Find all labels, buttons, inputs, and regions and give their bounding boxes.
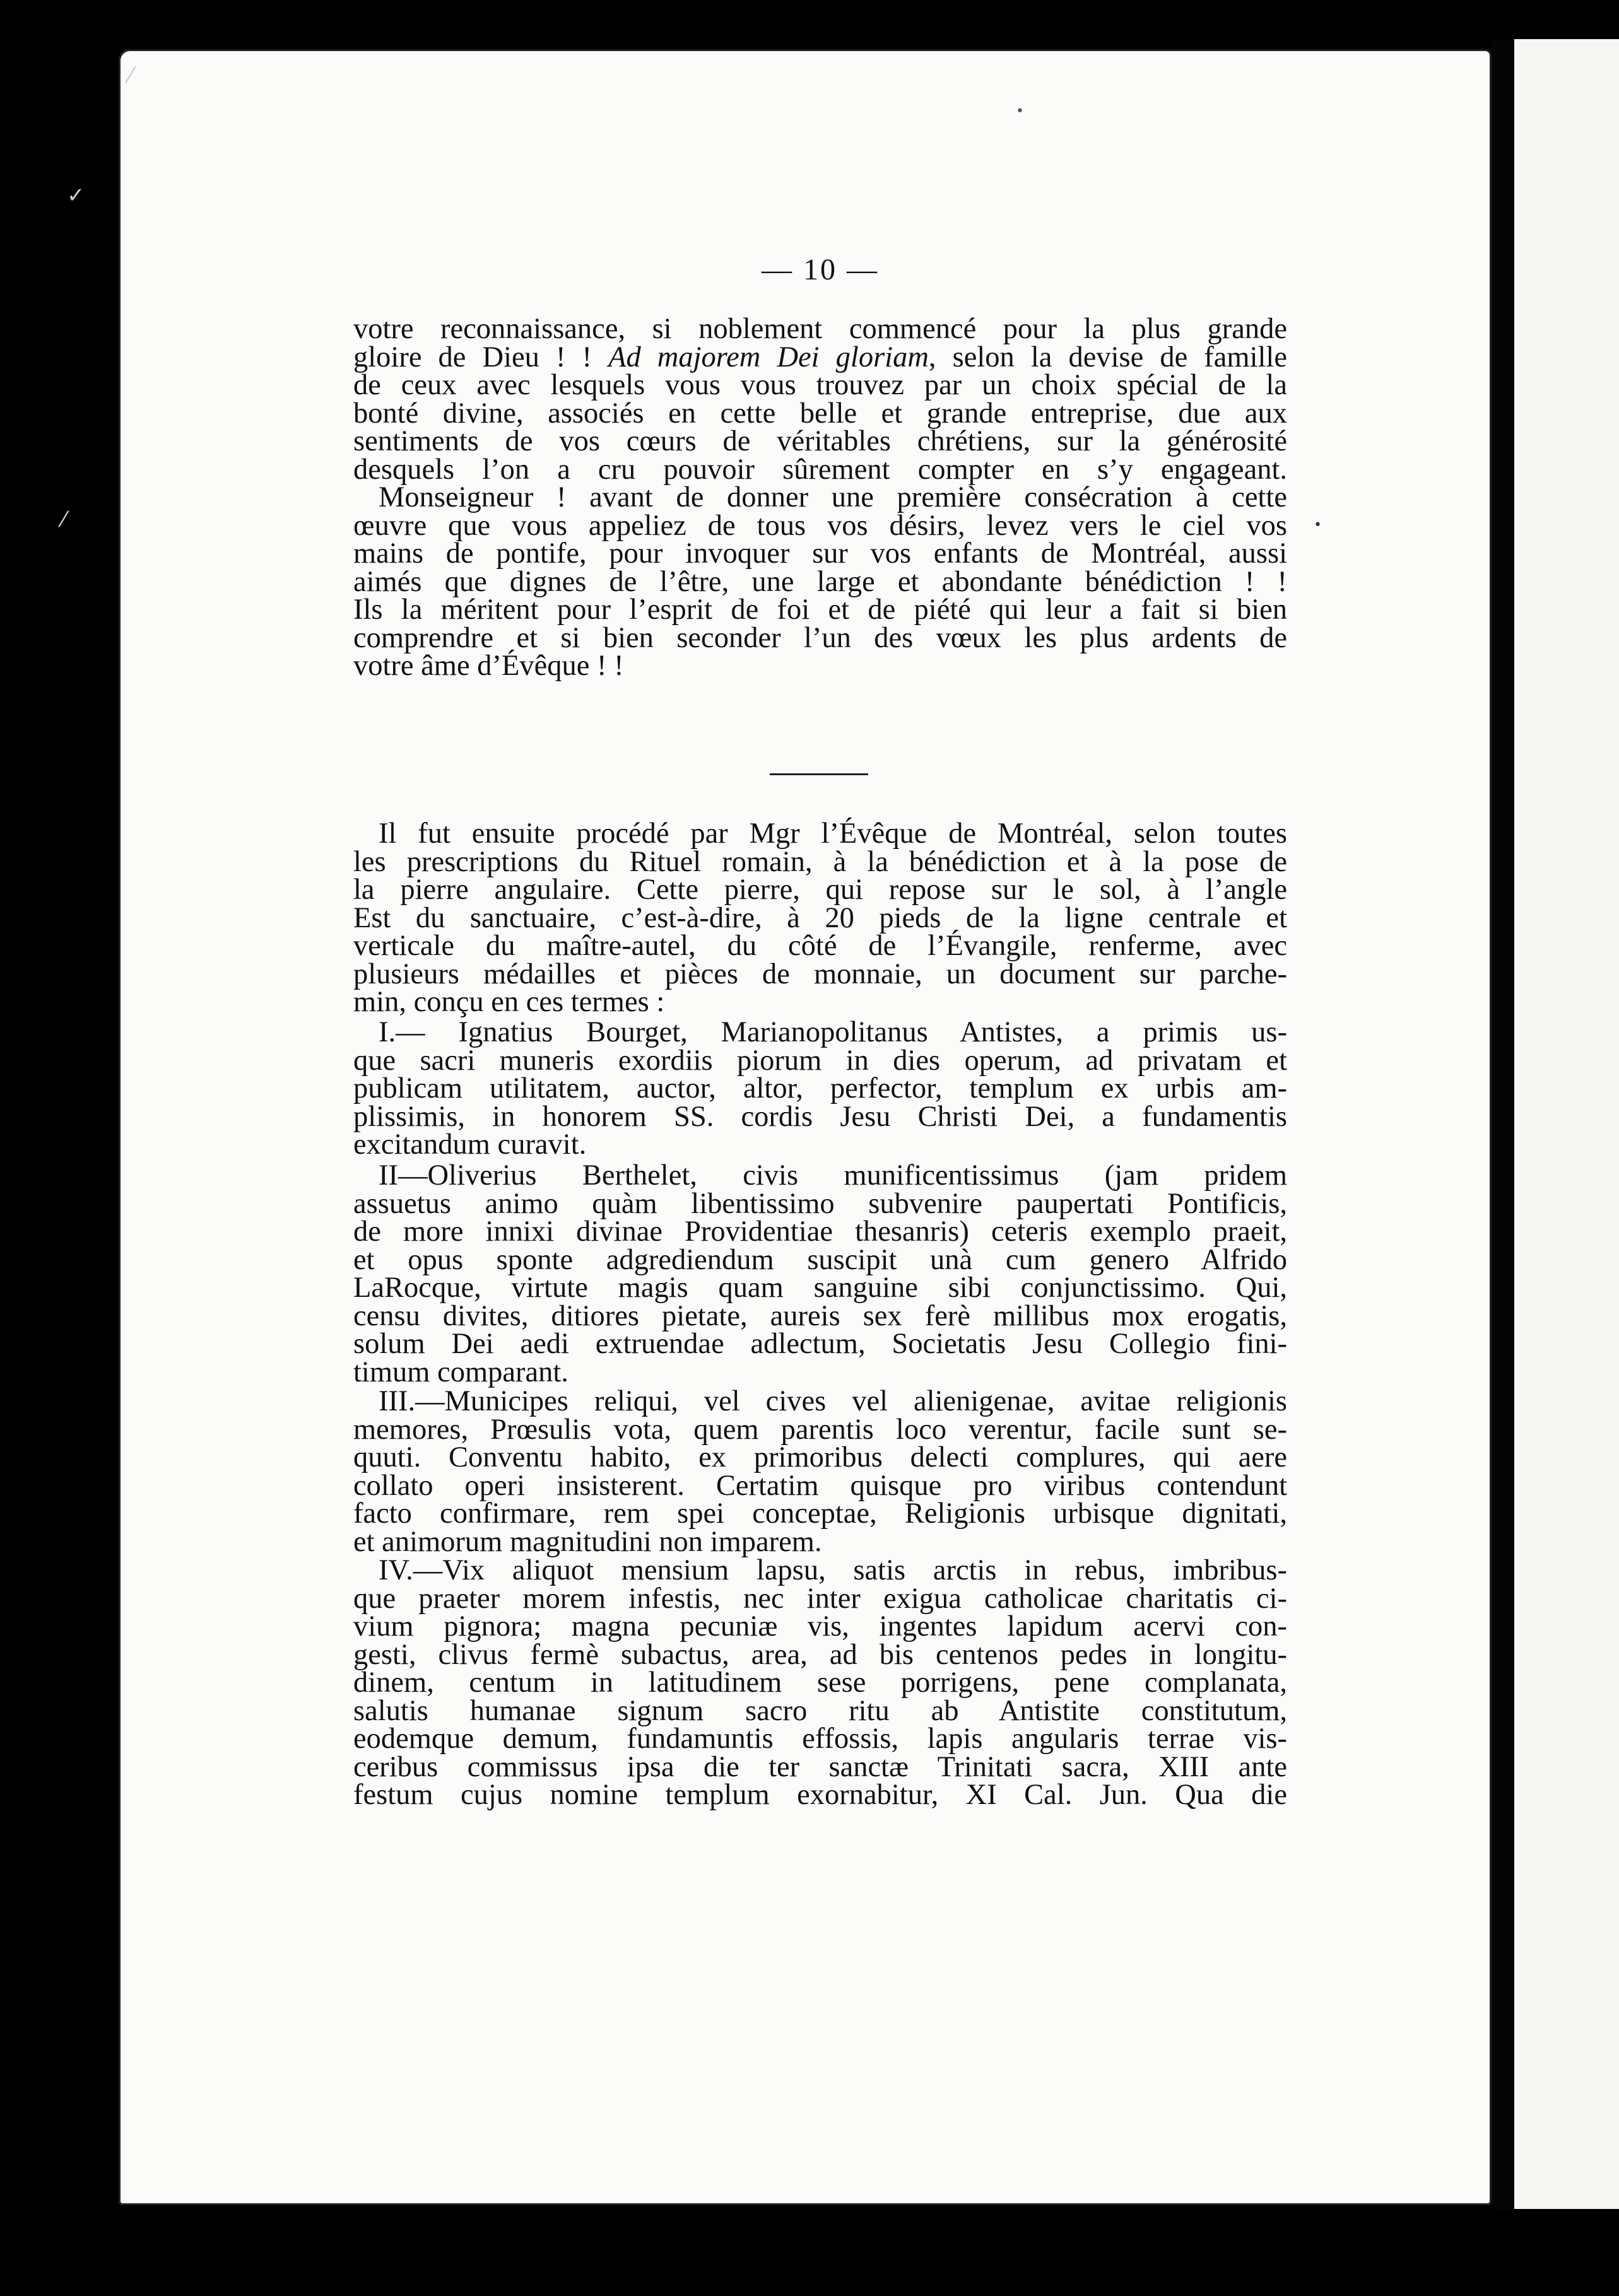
text-line: et animorum magnitudini non imparem. — [353, 1525, 822, 1558]
text-line: festum cujus nomine templum exornabitur, XI Cal. Jun. Qua die — [353, 1779, 1287, 1811]
latin-paragraph-2 — [353, 1159, 1287, 1388]
text-line: eodemque demum, fundamuntis effossis, lapis angularis terrae vis- — [353, 1723, 1287, 1755]
text-line: les prescriptions du Rituel romain, à la bénédiction et à la pose de — [353, 845, 1287, 878]
closing-paragraph — [353, 315, 1287, 681]
text-line: plissimis, in honorem SS. cordis Jesu Christi Dei, a fundamentis — [353, 1100, 1287, 1133]
text-line: et opus sponte adgrediendum suscipit unà cum genero Alfrido — [353, 1243, 1287, 1276]
scan-artifact: ⁄ — [62, 507, 66, 532]
latin-paragraph-3 — [353, 1385, 1287, 1558]
facing-page-edge — [1514, 39, 1619, 2209]
text-line: œuvre que vous appeliez de tous vos désirs, levez vers le ciel vos — [353, 509, 1287, 542]
text-line: votre âme d’Évêque ! ! — [353, 650, 624, 682]
text-line: bonté divine, associés en cette belle et grande entreprise, due aux — [353, 397, 1287, 430]
text-line: ceribus commissus ipsa die ter sanctæ Trinitati sacra, XIII ante — [353, 1750, 1287, 1783]
section-divider — [770, 773, 868, 775]
scan-artifact: • — [1314, 517, 1322, 533]
text-line: IV.—Vix aliquot mensium lapsu, satis arctis in rebus, imbribus- — [379, 1554, 1287, 1586]
text-line: vium pignora; magna pecuniæ vis, ingentes lapidum acervi con- — [353, 1610, 1287, 1643]
text-line: votre reconnaissance, si noblement commencé pour la plus grande — [353, 313, 1287, 345]
text-line: plusieurs médailles et pièces de monnaie, un document sur parche- — [353, 958, 1287, 990]
text-line: desquels l’on a cru pouvoir sûrement compter en s’y engageant. — [353, 453, 1287, 486]
text-line: solum Dei aedi extruendae adlectum, Societatis Jesu Collegio fini- — [353, 1328, 1287, 1360]
text-line: III.—Municipes reliqui, vel cives vel alienigenae, avitae religionis — [379, 1385, 1287, 1417]
text-line: que sacri muneris exordiis piorum in dies operum, ad privatam et — [353, 1044, 1287, 1077]
text-line: censu divites, ditiores pietate, aureis sex ferè millibus mox erogatis, — [353, 1299, 1287, 1332]
text-line: gesti, clivus fermè subactus, area, ad bis centenos pedes in longitu- — [353, 1638, 1287, 1671]
scan-artifact: ⁄ — [129, 63, 132, 88]
text-line: min, conçu en ces termes : — [353, 986, 665, 1018]
text-line: timum comparant. — [353, 1356, 568, 1388]
book-gutter — [1492, 39, 1517, 2209]
text-line: Il fut ensuite procédé par Mgr l’Évêque de Montréal, selon toutes — [379, 817, 1287, 850]
text-line: que praeter morem infestis, nec inter exigua catholicae charitatis ci- — [353, 1582, 1287, 1615]
text-line: LaRocque, virtute magis quam sanguine sibi conjunctissimo. Qui, — [353, 1272, 1287, 1304]
latin-paragraph-4 — [353, 1554, 1287, 1811]
text-line: comprendre et si bien seconder l’un des vœux les plus ardents de — [353, 621, 1287, 654]
text-line: aimés que dignes de l’être, une large et abondante bénédiction ! ! — [353, 565, 1287, 598]
text-line: memores, Prœsulis vota, quem parentis loco verentur, facile sunt se- — [353, 1413, 1287, 1446]
text-line: verticale du maître-autel, du côté de l’Évangile, renferme, avec — [353, 930, 1287, 962]
text-line: facto confirmare, rem spei conceptae, Religionis urbisque dignitati, — [353, 1497, 1287, 1530]
text-line: I.— Ignatius Bourget, Marianopolitanus Antistes, a primis us- — [379, 1016, 1287, 1048]
text-line: Ils la méritent pour l’esprit de foi et de piété qui leur a fait si bien — [353, 594, 1287, 626]
text-line: II—Oliverius Berthelet, civis munificentissimus (jam pridem — [379, 1159, 1287, 1192]
text-line: Est du sanctuaire, c’est-à-dire, à 20 pieds de la ligne centrale et — [353, 901, 1287, 934]
text-line: quuti. Conventu habito, ex primoribus delecti complures, qui aere — [353, 1441, 1287, 1473]
text-line: publicam utilitatem, auctor, altor, perfector, templum ex urbis am- — [353, 1072, 1287, 1104]
latin-paragraph-1 — [353, 1016, 1287, 1161]
text-line: excitandum curavit. — [353, 1128, 587, 1161]
scan-artifact: • — [1016, 103, 1024, 119]
text-line: mains de pontife, pour invoquer sur vos enfants de Montréal, aussi — [353, 537, 1287, 570]
text-line: gloire de Dieu ! ! Ad majorem Dei gloriam, selon la devise de famille — [353, 341, 1287, 373]
text-line: dinem, centum in latitudinem sese porrigens, pene complanata, — [353, 1666, 1287, 1699]
text-line: collato operi insisterent. Certatim quisque pro viribus contendunt — [353, 1469, 1287, 1502]
text-line: sentiments de vos cœurs de véritables chrétiens, sur la générosité — [353, 425, 1287, 457]
text-line: de ceux avec lesquels vous vous trouvez par un choix spécial de la — [353, 369, 1287, 401]
text-line: de more innixi divinae Providentiae thesanris) ceteris exemplo praeit, — [353, 1215, 1287, 1248]
page-number: — 10 — — [762, 253, 879, 286]
benediction-paragraph — [353, 817, 1287, 1018]
text-line: assuetus animo quàm libentissimo subvenire paupertati Pontificis, — [353, 1187, 1287, 1220]
text-line: la pierre angulaire. Cette pierre, qui repose sur le sol, à l’angle — [353, 874, 1287, 906]
text-line: salutis humanae signum sacro ritu ab Antistite constitutum, — [353, 1694, 1287, 1727]
scan-artifact: ✓ — [67, 183, 85, 208]
text-line: Monseigneur ! avant de donner une première consécration à cette — [379, 481, 1287, 513]
